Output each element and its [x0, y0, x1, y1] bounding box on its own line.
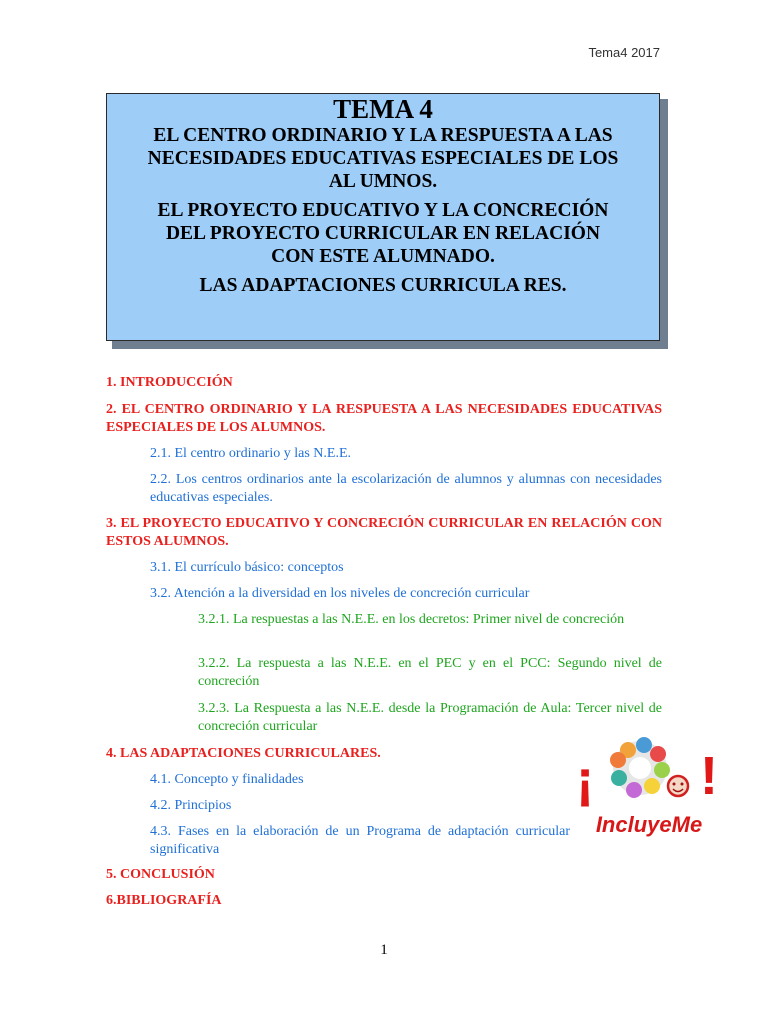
incluyeme-logo [574, 736, 724, 844]
toc-section-5: 5. CONCLUSIÓN [106, 867, 215, 882]
children-circle-icon [610, 737, 670, 798]
toc-subsubsection-3-2-1: 3.2.1. La respuestas a las N.E.E. en los decretos: Primer nivel de concreción [198, 612, 625, 627]
toc-subsubsection-3-2-3: 3.2.3. La Respuesta a las N.E.E. desde la Programación de Aula: Tercer nivel de concreción curricular [198, 701, 662, 734]
document-title: TEMA 4 [333, 94, 433, 124]
toc-subsection-3-2: 3.2. Atención a la diversidad en los niveles de concreción curricular [150, 586, 530, 601]
document-header: Tema4 2017 [588, 45, 660, 60]
toc-subsection-4-1: 4.1. Concepto y finalidades [150, 772, 304, 787]
smiley-face-icon [668, 776, 688, 796]
title-line: AL UMNOS. [328, 171, 438, 192]
toc-section-4: 4. LAS ADAPTACIONES CURRICULARES. [106, 746, 381, 761]
title-line: NECESIDADES EDUCATIVAS ESPECIALES DE LOS [147, 148, 619, 169]
toc-subsection-4-2: 4.2. Principios [150, 798, 232, 813]
title-box [106, 93, 660, 341]
page-number: 1 [380, 942, 388, 958]
toc-subsection-2-2: 2.2. Los centros ordinarios ante la escolarización de alumnos y alumnas con necesidades educativas especiales. [150, 472, 662, 505]
title-line: EL CENTRO ORDINARIO Y LA RESPUESTA A LAS [153, 125, 613, 146]
logo-graphic [574, 736, 724, 844]
toc-section-1: 1. INTRODUCCIÓN [106, 375, 233, 390]
toc-subsection-2-1: 2.1. El centro ordinario y las N.E.E. [150, 446, 352, 461]
logo-exclamation-left: ¡ [576, 750, 594, 810]
title-line: EL PROYECTO EDUCATIVO Y LA CONCRECIÓN [157, 200, 609, 221]
title-line: LAS ADAPTACIONES CURRICULA RES. [199, 275, 567, 296]
title-line: DEL PROYECTO CURRICULAR EN RELACIÓN [165, 223, 601, 244]
toc-subsubsection-3-2-2: 3.2.2. La respuesta a las N.E.E. en el PEC y en el PCC: Segundo nivel de concreción [198, 656, 662, 689]
toc-section-3: 3. EL PROYECTO EDUCATIVO Y CONCRECIÓN CURRICULAR EN RELACIÓN CON ESTOS ALUMNOS. [106, 516, 662, 549]
title-line: CON ESTE ALUMNADO. [271, 246, 495, 267]
toc-subsection-3-1: 3.1. El currículo básico: conceptos [150, 560, 344, 575]
toc-subsection-4-3: 4.3. Fases en la elaboración de un Programa de adaptación curricular significativa [150, 824, 570, 857]
logo-exclamation-right: ! [700, 746, 718, 806]
toc-section-6: 6.BIBLIOGRAFÍA [106, 893, 222, 908]
logo-brand-text: IncluyeMe [595, 812, 703, 837]
toc-section-2: 2. EL CENTRO ORDINARIO Y LA RESPUESTA A LAS NECESIDADES EDUCATIVAS ESPECIALES DE LOS ALUMNOS. [106, 402, 662, 435]
